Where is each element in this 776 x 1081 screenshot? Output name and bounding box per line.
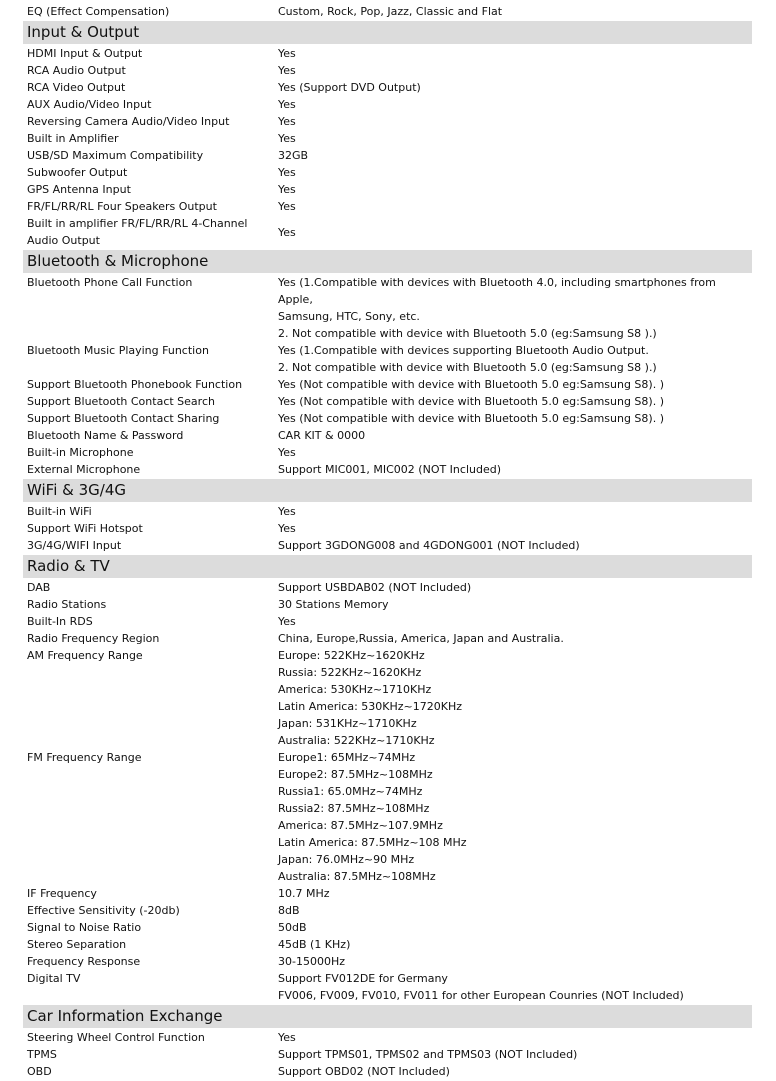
spec-label: AM Frequency Range bbox=[27, 649, 143, 662]
spec-value bbox=[278, 749, 752, 885]
spec-label: Bluetooth Name & Password bbox=[27, 429, 184, 442]
spec-label: Reversing Camera Audio/Video Input bbox=[27, 115, 230, 128]
spec-value-line: Support USBDAB02 (NOT Included) bbox=[278, 581, 472, 594]
spec-label: External Microphone bbox=[27, 463, 141, 476]
spec-value-line: Yes bbox=[278, 1031, 296, 1044]
spec-value-line: Yes bbox=[278, 98, 296, 111]
section-header-radio-tv: Radio & TV bbox=[23, 555, 752, 578]
spec-row-built-in-amplifier bbox=[23, 130, 752, 147]
spec-value-line: Yes bbox=[278, 183, 296, 196]
spec-row-external-microphone bbox=[23, 461, 752, 478]
spec-row-digital-tv bbox=[23, 970, 752, 1004]
spec-value-line: Europe2: 87.5MHz~108MHz bbox=[278, 768, 433, 781]
spec-label: Digital TV bbox=[27, 972, 81, 985]
spec-row-hdmi-input-output bbox=[23, 45, 752, 62]
spec-label: Support Bluetooth Contact Search bbox=[27, 395, 215, 408]
spec-label: Frequency Response bbox=[27, 955, 141, 968]
spec-value-line: 2. Not compatible with device with Bluetooth 5.0 (eg:Samsung S8 ).) bbox=[278, 327, 657, 340]
spec-row-radio-stations bbox=[23, 596, 752, 613]
spec-label: FR/FL/RR/RL Four Speakers Output bbox=[27, 200, 217, 213]
spec-row-built-in-rds bbox=[23, 613, 752, 630]
spec-value-line: Yes bbox=[278, 446, 296, 459]
spec-value bbox=[278, 613, 752, 630]
spec-label: TPMS bbox=[27, 1048, 57, 1061]
spec-label: Built-in WiFi bbox=[27, 505, 92, 518]
spec-value-line: Latin America: 87.5MHz~108 MHz bbox=[278, 836, 467, 849]
spec-row-eq-effect-compensation bbox=[23, 3, 752, 20]
spec-value bbox=[278, 630, 752, 647]
spec-value-line: Japan: 76.0MHz~90 MHz bbox=[278, 853, 415, 866]
spec-value-line: Latin America: 530KHz~1720KHz bbox=[278, 700, 463, 713]
spec-table bbox=[23, 3, 752, 1080]
spec-row-bluetooth-music-playing-function bbox=[23, 342, 752, 376]
spec-value-line: Russia1: 65.0MHz~74MHz bbox=[278, 785, 423, 798]
spec-value-line: Support OBD02 (NOT Included) bbox=[278, 1065, 450, 1078]
spec-label: Built-in Microphone bbox=[27, 446, 134, 459]
spec-label: Steering Wheel Control Function bbox=[27, 1031, 205, 1044]
section-header-wifi-3g-4g: WiFi & 3G/4G bbox=[23, 479, 752, 502]
spec-value bbox=[278, 45, 752, 62]
spec-label: IF Frequency bbox=[27, 887, 97, 900]
spec-value bbox=[278, 1063, 752, 1080]
spec-value-line: America: 530KHz~1710KHz bbox=[278, 683, 432, 696]
spec-value bbox=[278, 164, 752, 181]
spec-value bbox=[278, 520, 752, 537]
spec-row-fm-frequency-range bbox=[23, 749, 752, 885]
spec-value-line: Yes bbox=[278, 225, 296, 239]
spec-row-aux-audio-video-input bbox=[23, 96, 752, 113]
spec-value-line: CAR KIT & 0000 bbox=[278, 429, 366, 442]
spec-value bbox=[278, 936, 752, 953]
spec-row-3g-4g-wifi-input bbox=[23, 537, 752, 554]
spec-value bbox=[278, 885, 752, 902]
spec-row-support-bluetooth-contact-sharing bbox=[23, 410, 752, 427]
spec-value-line: 45dB (1 KHz) bbox=[278, 938, 351, 951]
spec-row-built-in-microphone bbox=[23, 444, 752, 461]
spec-row-built-in-amplifier-fr-fl-rr-rl-4-channel-audio-output bbox=[23, 215, 752, 249]
spec-value-line: Yes (Support DVD Output) bbox=[278, 81, 421, 94]
spec-label: FM Frequency Range bbox=[27, 751, 142, 764]
spec-value bbox=[278, 113, 752, 130]
spec-value-line: Yes bbox=[278, 615, 296, 628]
spec-value-line: Support 3GDONG008 and 4GDONG001 (NOT Included) bbox=[278, 539, 580, 552]
spec-value-line: Yes bbox=[278, 115, 296, 128]
spec-label: 3G/4G/WIFI Input bbox=[27, 539, 122, 552]
spec-value-line: Yes bbox=[278, 505, 296, 518]
spec-value-line: Russia: 522KHz~1620KHz bbox=[278, 666, 422, 679]
spec-label: Support Bluetooth Contact Sharing bbox=[27, 412, 220, 425]
spec-value bbox=[278, 537, 752, 554]
spec-value-line: Australia: 522KHz~1710KHz bbox=[278, 734, 435, 747]
spec-label: OBD bbox=[27, 1065, 52, 1078]
spec-value-line: Australia: 87.5MHz~108MHz bbox=[278, 870, 436, 883]
spec-label: Effective Sensitivity (-20db) bbox=[27, 904, 180, 917]
spec-label: Stereo Separation bbox=[27, 938, 127, 951]
spec-value-line: Support TPMS01, TPMS02 and TPMS03 (NOT Included) bbox=[278, 1048, 578, 1061]
spec-value-line: China, Europe,Russia, America, Japan and Australia. bbox=[278, 632, 564, 645]
spec-value bbox=[278, 96, 752, 113]
spec-label: Built in amplifier FR/FL/RR/RL 4-Channel Audio Output bbox=[27, 217, 248, 247]
spec-value-line: Russia2: 87.5MHz~108MHz bbox=[278, 802, 430, 815]
spec-value bbox=[278, 181, 752, 198]
spec-row-rca-video-output bbox=[23, 79, 752, 96]
spec-row-support-wifi-hotspot bbox=[23, 520, 752, 537]
spec-value bbox=[278, 274, 752, 342]
spec-label: Built in Amplifier bbox=[27, 132, 119, 145]
spec-value-line: Yes (1.Compatible with devices with Bluetooth 4.0, including smartphones from Apple, bbox=[278, 276, 716, 306]
spec-value-line: Yes bbox=[278, 522, 296, 535]
section-header-input-output: Input & Output bbox=[23, 21, 752, 44]
spec-label: Support WiFi Hotspot bbox=[27, 522, 143, 535]
spec-value-line: Yes bbox=[278, 132, 296, 145]
spec-row-usb-sd-maximum-compatibility bbox=[23, 147, 752, 164]
spec-value bbox=[278, 130, 752, 147]
spec-value bbox=[278, 3, 752, 20]
spec-value bbox=[278, 503, 752, 520]
spec-value-line: 30-15000Hz bbox=[278, 955, 346, 968]
spec-value bbox=[278, 393, 752, 410]
spec-row-gps-antenna-input bbox=[23, 181, 752, 198]
spec-row-steering-wheel-control-function bbox=[23, 1029, 752, 1046]
spec-value-line: Europe: 522KHz~1620KHz bbox=[278, 649, 425, 662]
spec-label: Built-In RDS bbox=[27, 615, 93, 628]
spec-row-stereo-separation bbox=[23, 936, 752, 953]
spec-value-line: Yes bbox=[278, 166, 296, 179]
spec-row-am-frequency-range bbox=[23, 647, 752, 749]
spec-label: Radio Stations bbox=[27, 598, 107, 611]
spec-value-line: FV006, FV009, FV010, FV011 for other European Counries (NOT Included) bbox=[278, 989, 684, 1002]
section-header-bluetooth-microphone: Bluetooth & Microphone bbox=[23, 250, 752, 273]
spec-value-line: 2. Not compatible with device with Bluetooth 5.0 (eg:Samsung S8 ).) bbox=[278, 361, 657, 374]
spec-value bbox=[278, 953, 752, 970]
spec-value-line: Support MIC001, MIC002 (NOT Included) bbox=[278, 463, 502, 476]
spec-row-obd bbox=[23, 1063, 752, 1080]
spec-label: Subwoofer Output bbox=[27, 166, 128, 179]
spec-row-frequency-response bbox=[23, 953, 752, 970]
spec-value-line: 30 Stations Memory bbox=[278, 598, 389, 611]
spec-value bbox=[278, 198, 752, 215]
spec-value bbox=[278, 79, 752, 96]
spec-value-line: Custom, Rock, Pop, Jazz, Classic and Flat bbox=[278, 5, 503, 18]
spec-label: Signal to Noise Ratio bbox=[27, 921, 142, 934]
spec-value bbox=[278, 444, 752, 461]
spec-row-support-bluetooth-phonebook-function bbox=[23, 376, 752, 393]
spec-value-line: Yes (Not compatible with device with Bluetooth 5.0 eg:Samsung S8). ) bbox=[278, 395, 664, 408]
spec-row-built-in-wifi bbox=[23, 503, 752, 520]
spec-label: RCA Audio Output bbox=[27, 64, 126, 77]
spec-label: AUX Audio/Video Input bbox=[27, 98, 152, 111]
spec-value-line: America: 87.5MHz~107.9MHz bbox=[278, 819, 443, 832]
spec-label: Bluetooth Music Playing Function bbox=[27, 344, 209, 357]
spec-value-line: Support FV012DE for Germany bbox=[278, 972, 448, 985]
spec-row-radio-frequency-region bbox=[23, 630, 752, 647]
spec-value bbox=[278, 410, 752, 427]
spec-value-line: 10.7 MHz bbox=[278, 887, 330, 900]
spec-value-line: 50dB bbox=[278, 921, 307, 934]
spec-value-line: Yes (Not compatible with device with Bluetooth 5.0 eg:Samsung S8). ) bbox=[278, 378, 664, 391]
spec-value bbox=[278, 224, 752, 241]
spec-row-dab bbox=[23, 579, 752, 596]
spec-value-line: Japan: 531KHz~1710KHz bbox=[278, 717, 417, 730]
spec-value bbox=[278, 970, 752, 1004]
spec-value-line: Europe1: 65MHz~74MHz bbox=[278, 751, 416, 764]
spec-label: RCA Video Output bbox=[27, 81, 126, 94]
spec-value bbox=[278, 1029, 752, 1046]
spec-row-support-bluetooth-contact-search bbox=[23, 393, 752, 410]
spec-label: Bluetooth Phone Call Function bbox=[27, 276, 193, 289]
spec-value bbox=[278, 376, 752, 393]
spec-row-bluetooth-name-password bbox=[23, 427, 752, 444]
spec-row-fr-fl-rr-rl-four-speakers-output bbox=[23, 198, 752, 215]
spec-value-line: 8dB bbox=[278, 904, 300, 917]
spec-value-line: Yes (1.Compatible with devices supporting Bluetooth Audio Output. bbox=[278, 344, 649, 357]
spec-row-effective-sensitivity-20db bbox=[23, 902, 752, 919]
spec-value bbox=[278, 1046, 752, 1063]
section-header-car-information-exchange: Car Information Exchange bbox=[23, 1005, 752, 1028]
spec-row-subwoofer-output bbox=[23, 164, 752, 181]
spec-row-reversing-camera-audio-video-input bbox=[23, 113, 752, 130]
spec-value-line: Yes bbox=[278, 47, 296, 60]
spec-row-signal-to-noise-ratio bbox=[23, 919, 752, 936]
spec-row-rca-audio-output bbox=[23, 62, 752, 79]
spec-label: HDMI Input & Output bbox=[27, 47, 143, 60]
spec-value-line: Yes (Not compatible with device with Bluetooth 5.0 eg:Samsung S8). ) bbox=[278, 412, 664, 425]
spec-value bbox=[278, 579, 752, 596]
spec-value-line: Samsung, HTC, Sony, etc. bbox=[278, 310, 420, 323]
spec-value bbox=[278, 596, 752, 613]
spec-value bbox=[278, 342, 752, 376]
spec-value bbox=[278, 62, 752, 79]
spec-row-tpms bbox=[23, 1046, 752, 1063]
spec-value bbox=[278, 647, 752, 749]
spec-label: GPS Antenna Input bbox=[27, 183, 131, 196]
spec-value-line: Yes bbox=[278, 200, 296, 213]
spec-value-line: 32GB bbox=[278, 149, 309, 162]
spec-label: DAB bbox=[27, 581, 51, 594]
spec-label: Radio Frequency Region bbox=[27, 632, 160, 645]
spec-value bbox=[278, 919, 752, 936]
spec-value bbox=[278, 427, 752, 444]
spec-row-bluetooth-phone-call-function bbox=[23, 274, 752, 342]
spec-label: EQ (Effect Compensation) bbox=[27, 5, 170, 18]
spec-value bbox=[278, 902, 752, 919]
spec-value bbox=[278, 461, 752, 478]
spec-value bbox=[278, 147, 752, 164]
spec-label: USB/SD Maximum Compatibility bbox=[27, 149, 204, 162]
spec-row-if-frequency bbox=[23, 885, 752, 902]
spec-label: Support Bluetooth Phonebook Function bbox=[27, 378, 243, 391]
spec-value-line: Yes bbox=[278, 64, 296, 77]
